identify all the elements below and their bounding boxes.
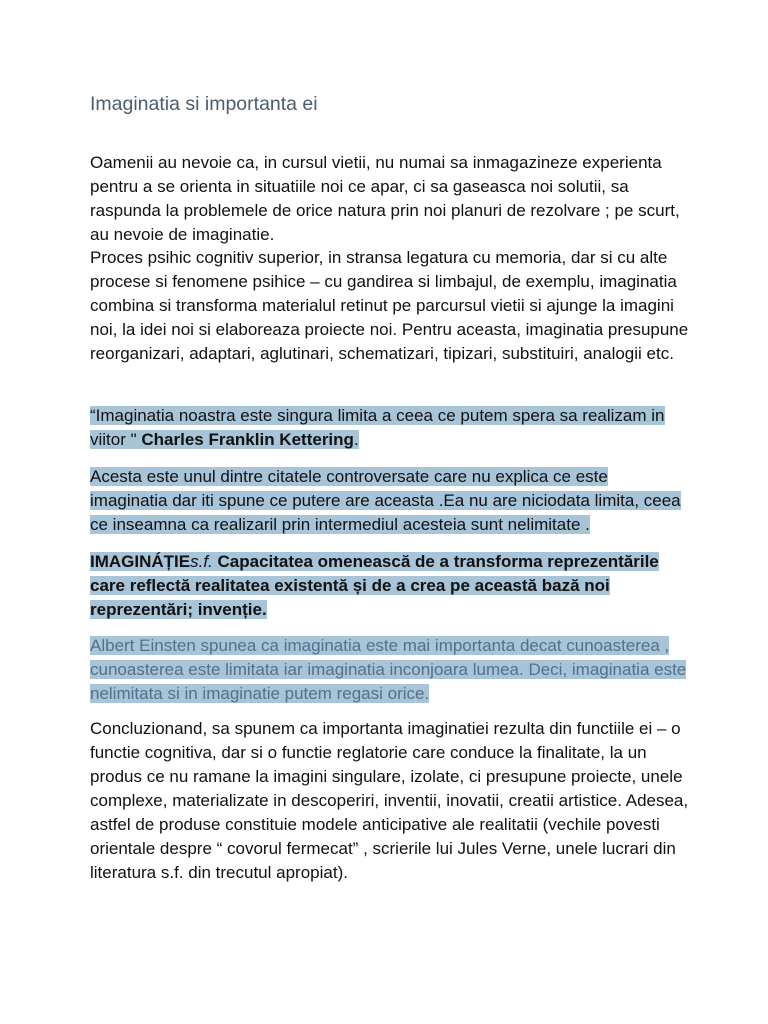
einstein-paragraph: Albert Einsten spunea ca imaginatia este mai importanta decat cunoasterea , cunoasterea este limitata iar imaginatia inconjoara lumea. Deci, imaginatia este nelimitata si in imaginatie putem regasi orice. <box>90 636 687 703</box>
quote-explanation: Acesta este unul dintre citatele controversate care nu explica ce este imaginatia dar iti spune ce putere are aceasta .Ea nu are niciodata limita, ceea ce inseamna ca realizaril prin intermediul acesteia sunt nelimitate . <box>90 467 681 534</box>
paragraph-intro: Oamenii au nevoie ca, in cursul vietii, nu numai sa inmagazineze experienta pentru a se orienta in situatiile noi ce apar, ci sa gaseasca noi solutii, sa raspunda la problemele de orice natura prin noi planuri de rezolvare ; pe scurt, au nevoie de imaginatie. <box>90 153 680 244</box>
quote-highlight <box>90 406 665 449</box>
paragraph-process: Proces psihic cognitiv superior, in stransa legatura cu memoria, dar si cu alte procese si fenomene psihice – cu gandirea si limbajul, de exemplu, imaginatia combina si transforma materialul retinut pe parcursul vietii si ajunge la imagini noi, la idei noi si elaboreaza proiecte noi. Pentru aceasta, imaginatia presupune reorganizari, adaptari, aglutinari, schematizari, tipizari, substituiri, analogii etc. <box>90 248 689 363</box>
definition-block <box>90 550 690 622</box>
document-title: Imaginatia si importanta ei <box>90 93 318 115</box>
quote-end: . <box>353 430 359 449</box>
definition-term: IMAGINÁȚIE <box>90 552 191 571</box>
definition-grammar: s.f. <box>190 552 213 571</box>
quote-block <box>90 404 690 452</box>
definition-highlight <box>90 552 659 619</box>
conclusion-paragraph: Concluzionand, sa spunem ca importanta imaginatiei rezulta din functiile ei – o functie cognitiva, dar si o functie reglatorie care conduce la finalitate, la un produs ce nu ramane la imagini singulare, izolate, ci presupune proiecte, unele complexe, materializate in descoperiri, inventii, inovatii, creatii artistice. Adesea, astfel de produse constituie modele anticipative ale realitatii (vechile povesti orientale despre “ covorul fermecat” , scrierile lui Jules Verne, unele lucrari din literatura s.f. din trecutul apropiat). <box>90 719 689 882</box>
einstein-block <box>90 634 690 706</box>
quote-author: Charles Franklin Kettering <box>141 430 354 449</box>
quote-text: “Imaginatia noastra este singura limita a ceea ce putem spera sa realizam in viitor " <box>90 406 665 449</box>
quote-explanation-block <box>90 465 690 537</box>
definition-text: Capacitatea omenească de a transforma reprezentările care reflectă realitatea existentă și de a crea pe această bază noi reprezentări; invenție. <box>90 552 659 619</box>
